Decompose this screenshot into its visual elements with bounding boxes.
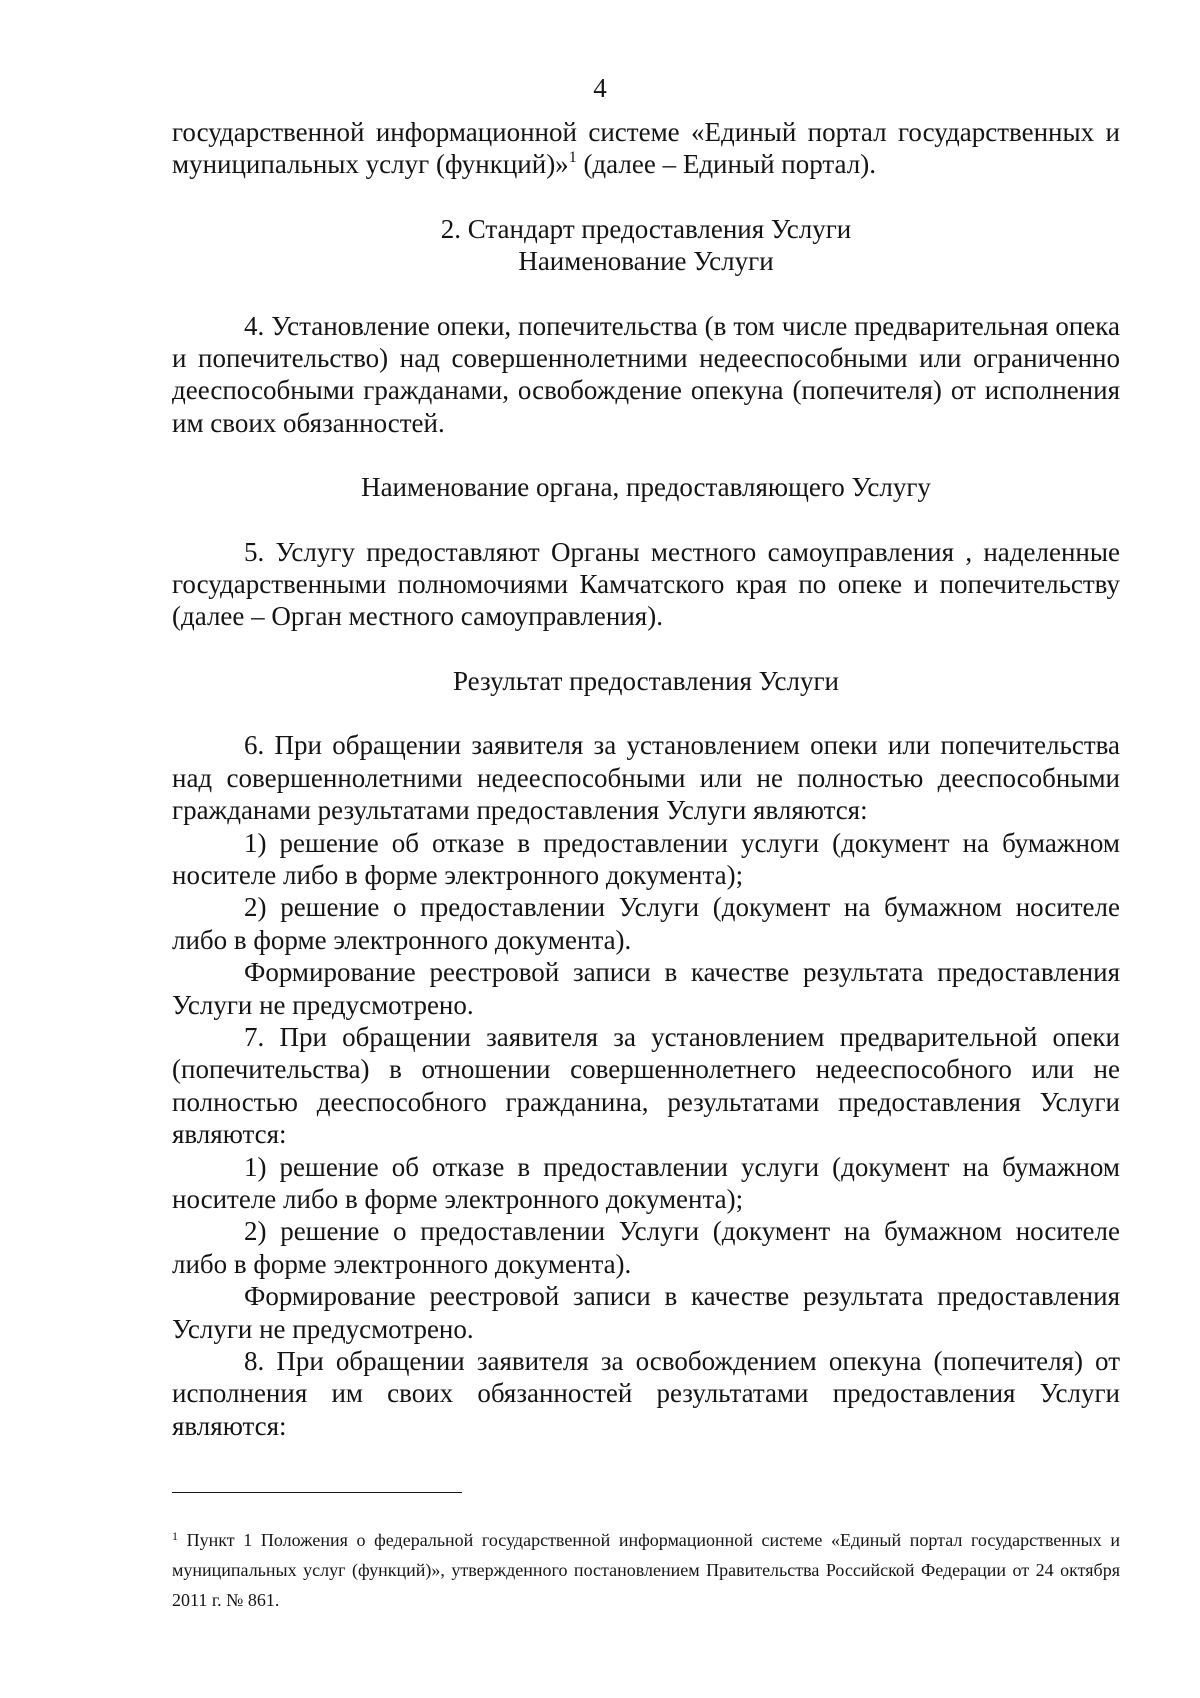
intro-text-end: (далее – Единый портал). — [576, 149, 876, 180]
paragraph-8: 8. При обращении заявителя за освобождением опекуна (попечителя) от исполнения им своих обязанностей результатами предоставления Услуги являются: — [172, 1346, 1120, 1441]
paragraph-6-item-2: 2) решение о предоставлении Услуги (документ на бумажном носителе либо в форме электронного документа). — [172, 892, 1120, 955]
paragraph-7-item-1: 1) решение об отказе в предоставлении услуги (документ на бумажном носителе либо в форме электронного документа); — [172, 1151, 1120, 1214]
paragraph-6: 6. При обращении заявителя за установлением опеки или попечительства над совершеннолетними недееспособными или не полностью дееспособными гражданами результатами предоставления Услуги являются: — [172, 730, 1120, 826]
heading-organ: Наименование органа, предоставляющего Услугу — [361, 472, 931, 503]
paragraph-6-note: Формирование реестровой записи в качестве результата предоставления Услуги не предусмотрено. — [172, 957, 1120, 1020]
intro-paragraph — [172, 116, 1120, 181]
paragraph-6-item-1: 1) решение об отказе в предоставлении услуги (документ на бумажном носителе либо в форме электронного документа); — [172, 827, 1120, 890]
heading-result: Результат предоставления Услуги — [453, 665, 839, 696]
intro-text: государственной информационной системе «Единый портал государственных и муниципальных услуг (функций)» — [172, 117, 1120, 180]
document-body — [172, 116, 1120, 1442]
section-title: 2. Стандарт предоставления Услуги — [440, 213, 852, 244]
footnote-marker: 1 — [172, 1529, 178, 1543]
paragraph-5: 5. Услугу предоставляют Органы местного самоуправления , наделенные государственными полномочиями Камчатского края по опеке и попечительству (далее – Орган местного самоуправления). — [172, 536, 1120, 632]
paragraph-7: 7. При обращении заявителя за установлением предварительной опеки (попечительства) в отношении совершеннолетнего недееспособного или не полностью дееспособного гражданина, результатами предоставления Услуги являются: — [172, 1021, 1120, 1150]
paragraph-4: 4. Установление опеки, попечительства (в том числе предварительная опека и попечительство) над совершеннолетними недееспособными или ограниченно дееспособными гражданами, освобождение опекуна (попечителя) от исполнения им своих обязанностей. — [172, 310, 1120, 438]
paragraph-7-note: Формирование реестровой записи в качестве результата предоставления Услуги не предусмотрено. — [172, 1281, 1120, 1344]
page-number: 4 — [593, 73, 607, 103]
footnote-reference: 1 — [568, 149, 577, 167]
section-subtitle: Наименование Услуги — [518, 246, 774, 277]
footnote — [172, 1525, 1120, 1615]
footnote-text: Пункт 1 Положения о федеральной государственной информационной системе «Единый портал государственных и муниципальных услуг (функций)», утвержденного постановлением Правительства Российской Федерации от 24 октября 2011 г. № 861. — [172, 1530, 1120, 1610]
footnote-separator — [172, 1492, 462, 1493]
paragraph-7-item-2: 2) решение о предоставлении Услуги (документ на бумажном носителе либо в форме электронного документа). — [172, 1216, 1120, 1279]
